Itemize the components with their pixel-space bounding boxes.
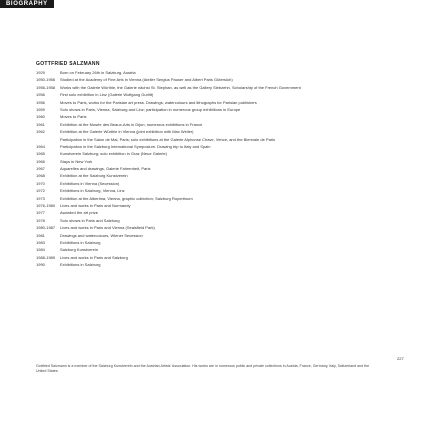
biography-entry: [36, 145, 366, 150]
entry-year: 1980-1987: [36, 225, 56, 231]
biography-entry: [36, 101, 366, 106]
biography-entry: [36, 123, 366, 128]
entry-year: 1964: [36, 143, 45, 149]
biography-entry: [36, 130, 366, 135]
biography-entry: [36, 248, 366, 253]
entry-text: Participation in the Salzburg International Symposium. Drawing trip to Italy and Spain: [60, 143, 211, 149]
entry-text: Solo shows in Paris, Vienna, Salzburg and Linz; participation in numerous group exhibitions in Europe: [60, 106, 241, 112]
entry-year: 1960: [36, 114, 45, 120]
biography-entry: [36, 138, 366, 143]
biography-entry: [36, 197, 366, 202]
entry-year: 1950-1956: [36, 77, 56, 83]
entry-text: First solo exhibition in Linz (Galerie Wolfgang Gurlitt): [60, 92, 154, 98]
biography-entry: [36, 93, 366, 98]
entry-year: 1973: [36, 195, 45, 201]
footer-note: Gottfried Salzmann is a member of the Salzburg Kunstverein and the Austrian Artists' Association. His works are in numerous public and private collections in Austria, France, Germany, Italy, Switzerland and the United States.: [36, 364, 370, 373]
entry-year: 1990: [36, 262, 45, 268]
biography-entry: [36, 256, 366, 261]
page-number: 227: [397, 356, 404, 361]
entry-year: 1970: [36, 180, 45, 186]
biography-entry: [36, 241, 366, 246]
biography-entry: [36, 211, 366, 216]
entry-text: Stays in New York: [60, 158, 93, 164]
entry-text: Moves to Paris, works for the Parisian art press. Drawings, watercolours and lithographs for Parisian publishers: [60, 99, 257, 105]
entry-text: Exhibition at the Salzburg Kunstverein: [60, 173, 128, 179]
entry-text: Lives and works in Paris and Normandy: [60, 203, 131, 209]
biography-entry: [36, 219, 366, 224]
biography-entry: [36, 160, 366, 165]
entry-text: Awarded the art prize: [60, 210, 98, 216]
entry-year: 1983: [36, 239, 45, 245]
entry-text: Participation in the Salon de Mai, Paris; solo exhibitions at the Galerie Alphonse Chave, Vence, and the Biennale de Paris: [60, 136, 276, 142]
biography-entry: [36, 108, 366, 113]
biography-entry: [36, 86, 366, 91]
biography-entry: [36, 182, 366, 187]
entry-text: Lives and works in Paris and Salzburg: [60, 254, 128, 260]
entry-year: 1968: [36, 173, 45, 179]
entry-text: Solo shows in Paris and Salzburg: [60, 217, 120, 223]
entry-year: 1976-1980: [36, 203, 56, 209]
biography-entry: [36, 115, 366, 120]
entry-text: Kunstverein Salzburg; solo exhibition in Graz (Neue Galerie): [60, 151, 167, 157]
entry-year: 1977: [36, 210, 45, 216]
entry-text: Exhibitions in Salzburg, Vienna, Linz: [60, 188, 125, 194]
entry-text: Exhibition at the Musée des Beaux-Arts in Dijon; numerous exhibitions in France: [60, 121, 203, 127]
entry-text: Drawings and watercolours, Wiener Secession: [60, 232, 143, 238]
entry-year: 1988-1989: [36, 254, 56, 260]
header-bar: [0, 0, 425, 8]
entry-year: 1956: [36, 92, 45, 98]
entry-year: 1956: [36, 99, 45, 105]
entry-year: 1959: [36, 106, 45, 112]
entry-text: Lives and works in Paris and Vienna (Sealsfield Park): [60, 225, 155, 231]
biography-entry: [36, 189, 366, 194]
entry-text: Exhibition at the Albertina, Vienna, graphic collection; Salzburg Rupertinum: [60, 195, 193, 201]
entry-year: 1972: [36, 188, 45, 194]
entry-text: Exhibitions in Salzburg: [60, 239, 101, 245]
biography-entry: [36, 71, 366, 76]
entry-year: 1984: [36, 247, 45, 253]
entry-year: [36, 138, 60, 143]
entry-year: 1965: [36, 151, 45, 157]
entry-text: Born on February 26th in Salzburg, Austria: [60, 70, 136, 75]
person-name: GOTTFRIED SALZMANN: [36, 61, 100, 67]
entry-year: 1956-1958: [36, 84, 56, 90]
entry-year: 1929: [36, 70, 45, 75]
entry-text: Works with the Galerie Würthle, the Galerie nächst St. Stephan, as well as the Gallery Siebzehn. Scholarship of the French Government: [60, 84, 301, 90]
entry-text: Exhibitions in Vienna (Secession): [60, 180, 120, 186]
biography-list: [36, 71, 366, 271]
entry-text: Exhibition at the Galerie Würthle in Vienna (joint exhibition with Max Weiler): [60, 129, 194, 135]
entry-text: Aquarelles and drawings, Galerie Fahrenheit, Paris: [60, 166, 151, 172]
entry-year: 1966: [36, 158, 45, 164]
biography-entry: [36, 226, 366, 231]
entry-year: 1961: [36, 121, 45, 127]
biography-entry: [36, 152, 366, 157]
entry-year: 1967: [36, 166, 45, 172]
biography-entry: [36, 174, 366, 179]
biography-entry: [36, 167, 366, 172]
biography-entry: [36, 204, 366, 209]
entry-year: 1978: [36, 217, 45, 223]
section-title: BIOGRAPHY: [0, 0, 54, 8]
entry-text: Salzburg Kunstverein: [60, 247, 99, 253]
entry-text: Exhibitions in Salzburg: [60, 262, 101, 268]
entry-year: 1981: [36, 232, 45, 238]
entry-text: Studied at the Academy of Fine Arts in Vienna (Atelier Sergius Pauser and Albert Paris Gütersloh): [60, 77, 233, 83]
entry-year: 1962: [36, 129, 45, 135]
biography-entry: [36, 78, 366, 83]
biography-entry: [36, 234, 366, 239]
biography-entry: [36, 263, 366, 268]
entry-text: Moves to Paris: [60, 114, 87, 120]
